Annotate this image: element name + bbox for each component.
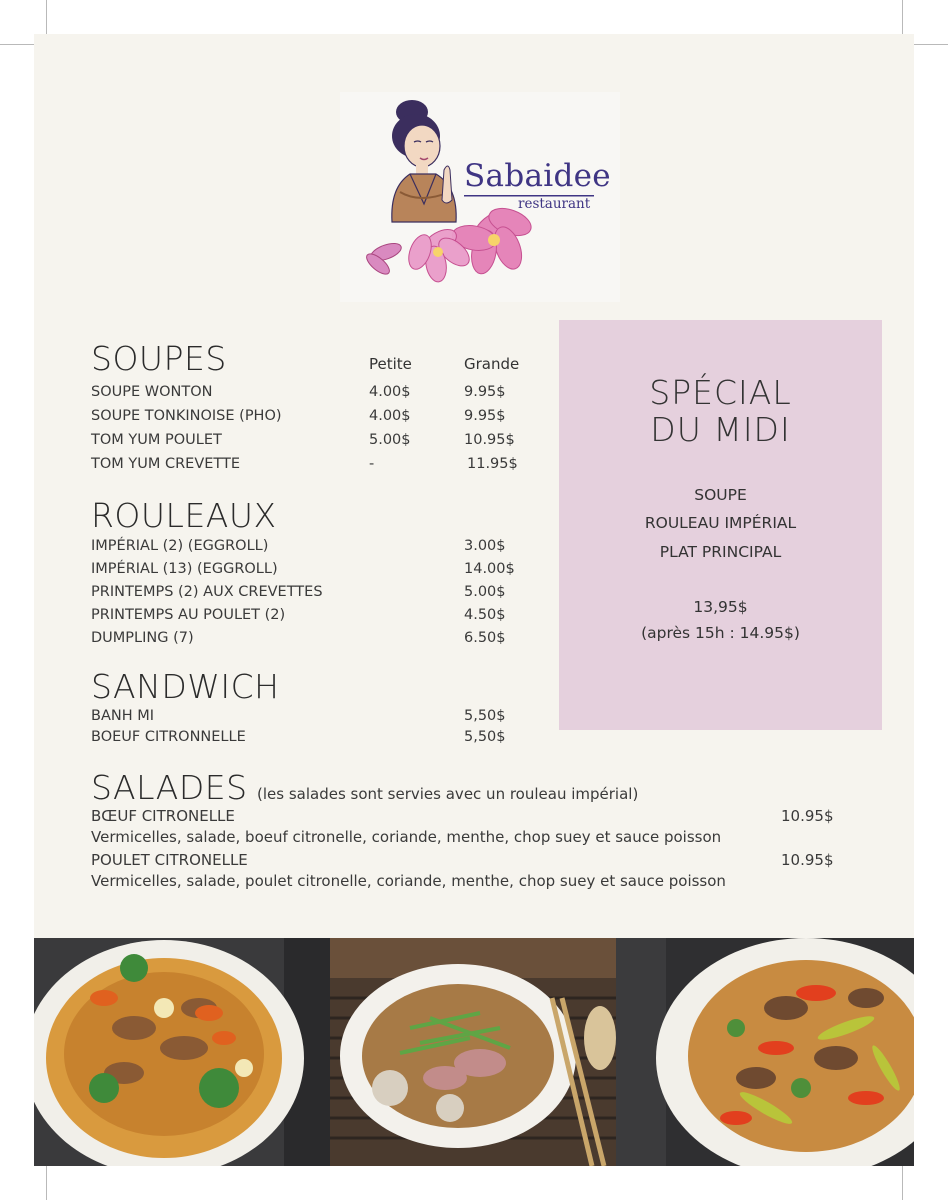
item-name: SOUPE TONKINOISE (PHO) (91, 408, 282, 424)
item-price: 4.50$ (464, 607, 506, 623)
item-price-small: 5.00$ (369, 432, 411, 448)
item-name: SOUPE WONTON (91, 384, 213, 400)
col-header-petite: Petite (369, 355, 412, 373)
pho-soup-photo (330, 938, 616, 1166)
crop-mark (46, 1166, 47, 1200)
item-price-large: 9.95$ (464, 408, 506, 424)
special-price: 13,95$ (693, 598, 748, 616)
special-title-line1: SPÉCIAL (649, 373, 792, 412)
item-name: BŒUF CITRONELLE (91, 807, 235, 825)
rouleaux-item (91, 605, 531, 625)
item-price: 10.95$ (781, 851, 834, 869)
soupes-title: SOUPES (91, 339, 227, 378)
special-line: PLAT PRINCIPAL (659, 543, 782, 561)
item-name: IMPÉRIAL (13) (EGGROLL) (91, 561, 278, 577)
special-title-line2: DU MIDI (650, 410, 791, 449)
salades-title: SALADES (91, 768, 248, 807)
soupes-item (91, 406, 531, 426)
item-price: 3.00$ (464, 538, 506, 554)
sandwich-title: SANDWICH (91, 667, 280, 706)
crop-mark (902, 1166, 903, 1200)
sandwich-item (91, 727, 531, 747)
crop-mark (0, 44, 34, 45)
menu-page (34, 34, 914, 1166)
item-description: Vermicelles, salade, poulet citronelle, coriande, menthe, chop suey et sauce poisson (91, 872, 726, 890)
soupes-item (91, 382, 531, 402)
item-price-large: 9.95$ (464, 384, 506, 400)
item-price-large: 11.95$ (467, 456, 518, 472)
item-description: Vermicelles, salade, boeuf citronelle, coriande, menthe, chop suey et sauce poisson (91, 828, 722, 846)
item-price: 5,50$ (464, 729, 506, 745)
item-price: 6.50$ (464, 630, 506, 646)
logo-name: Sabaidee (464, 158, 611, 194)
rouleaux-item (91, 582, 531, 602)
item-price-large: 10.95$ (464, 432, 515, 448)
crop-mark (902, 0, 903, 34)
restaurant-logo (340, 92, 620, 302)
item-name: TOM YUM CREVETTE (91, 456, 241, 472)
rouleaux-item (91, 536, 531, 556)
rouleaux-title: ROULEAUX (91, 496, 277, 535)
logo-subtitle: restaurant (518, 196, 591, 212)
item-name: BANH MI (91, 708, 155, 724)
item-price: 14.00$ (464, 561, 515, 577)
item-name: DUMPLING (7) (91, 630, 194, 646)
col-header-grande: Grande (464, 355, 520, 373)
item-name: PRINTEMPS AU POULET (2) (91, 607, 286, 623)
soupes-item (91, 454, 531, 474)
item-name: PRINTEMPS (2) AUX CREVETTES (91, 584, 323, 600)
special-du-midi-box (559, 320, 882, 730)
crop-mark (914, 44, 948, 45)
sandwich-item (91, 706, 531, 726)
item-price-small: - (369, 456, 375, 472)
rouleaux-item (91, 559, 531, 579)
soupes-item (91, 430, 531, 450)
crispy-noodles-beef-photo (34, 938, 330, 1166)
item-name: IMPÉRIAL (2) (EGGROLL) (91, 538, 269, 554)
item-price: 5.00$ (464, 584, 506, 600)
item-price-small: 4.00$ (369, 384, 411, 400)
special-line: SOUPE (694, 486, 747, 504)
item-name: TOM YUM POULET (91, 432, 222, 448)
stir-fry-beef-photo (616, 938, 914, 1166)
item-price-small: 4.00$ (369, 408, 411, 424)
item-price: 5,50$ (464, 708, 506, 724)
special-line: ROULEAU IMPÉRIAL (644, 514, 797, 532)
rouleaux-item (91, 628, 531, 648)
crop-mark (46, 0, 47, 34)
special-price-note: (après 15h : 14.95$) (641, 624, 800, 642)
item-name: BOEUF CITRONNELLE (91, 729, 246, 745)
item-price: 10.95$ (781, 807, 834, 825)
item-name: POULET CITRONELLE (91, 851, 248, 869)
salades-note: (les salades sont servies avec un rouleau impérial) (257, 785, 639, 803)
